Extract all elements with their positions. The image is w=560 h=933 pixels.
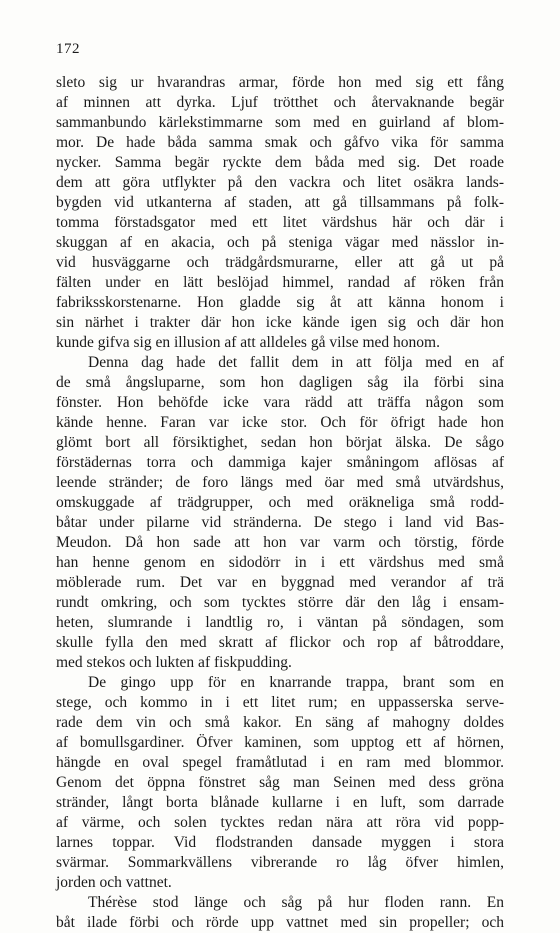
- text-line: mor. De hade båda samma smak och gåfvo vika för samma: [56, 134, 504, 151]
- text-line: de små ångsluparne, som hon dagligen såg ila förbi sina: [56, 374, 504, 391]
- text-line: stege, och kommo in i ett litet rum; en uppasserska serve-: [56, 694, 504, 711]
- text-line: vid husväggarne och trädgårdsmurarne, eller att gå ut på: [56, 254, 504, 271]
- text-line: tomma förstadsgator med ett litet värdshus här och där i: [56, 214, 504, 231]
- text-line: nycker. Samma begär ryckte dem båda med sig. Det roade: [56, 154, 504, 171]
- page-number: 172: [56, 41, 80, 57]
- paragraph: [56, 353, 504, 673]
- paragraph: [56, 73, 504, 353]
- text-line: kunde gifva sig en illusion af att alldeles gå vilse med honom.: [56, 334, 440, 351]
- text-line: heten, slumrande i landtlig ro, i väntan på söndagen, som: [56, 614, 504, 631]
- text-line: fabriksskorstenarne. Hon gladde sig åt att känna honom i: [56, 294, 504, 311]
- text-line: hängde en oval spegel framåtlutad i en ram med blommor.: [56, 754, 504, 771]
- text-line: omskuggade af trädgrupper, och med oräkneliga små rodd-: [56, 494, 504, 511]
- text-line: larnes toppar. Vid flodstranden dansade myggen i stora: [56, 834, 504, 851]
- text-line: af värme, och solen tycktes redan nära att röra vid popp-: [56, 814, 504, 831]
- text-line: sin närhet i trakter där hon icke kände igen sig och där hon: [56, 314, 504, 331]
- body-text: [56, 73, 504, 933]
- text-line: fälten under en lätt beslöjad himmel, randad af röken från: [56, 274, 504, 291]
- text-line: bygden vid utkanterna af staden, att gå tillsammans på folk-: [56, 194, 504, 211]
- text-line: med stekos och lukten af fiskpudding.: [56, 654, 292, 671]
- text-line: Meudon. Då hon sade att hon var varm och törstig, förde: [56, 534, 504, 551]
- text-line: jorden och vattnet.: [56, 874, 172, 891]
- text-line: stränder, långt borta blånade kullarne i en luft, som darrade: [56, 794, 504, 811]
- text-line: sammanbundo kärlekstimmarne som med en guirland af blom-: [56, 114, 504, 131]
- text-line: skulle fylla den med skratt af flickor och rop af båtroddare,: [56, 634, 504, 651]
- text-line: skuggan af en akacia, och på steniga vägar med nässlor in-: [56, 234, 504, 251]
- paragraph: [56, 673, 504, 893]
- text-line: möblerade rum. Det var en byggnad med verandor af trä: [56, 574, 504, 591]
- text-line: af bomullsgardiner. Öfver kaminen, som upptog ett af hörnen,: [56, 734, 504, 751]
- text-line: De gingo upp för en knarrande trappa, brant som en: [88, 674, 504, 691]
- text-line: fönster. Hon behöfde icke vara rädd att träffa någon som: [56, 394, 504, 411]
- text-line: rade dem vin och små kakor. En säng af mahogny doldes: [56, 714, 504, 731]
- text-line: Denna dag hade det fallit dem in att följa med en af: [88, 354, 504, 371]
- text-line: kände henne. Faran var icke stor. Och för öfrigt hade hon: [56, 414, 504, 431]
- text-line: leende stränder; de foro längs med öar med små utvärdshus,: [56, 474, 504, 491]
- paragraph: [56, 893, 504, 933]
- text-line: svärmar. Sommarkvällens vibrerande ro låg öfver himlen,: [56, 854, 504, 871]
- text-line: Thérèse stod länge och såg på hur floden rann. En: [88, 894, 504, 911]
- text-line: glömt bort all försiktighet, sedan hon börjat älska. De sågo: [56, 434, 504, 451]
- text-line: dem att göra utflykter på den vackra och litet osäkra lands-: [56, 174, 504, 191]
- text-line: förstädernas torra och dammiga kajer småningom aflösas af: [56, 454, 504, 471]
- text-line: Genom det öppna fönstret såg man Seinen med dess gröna: [56, 774, 504, 791]
- text-line: han henne genom en sidodörr in i ett värdshus med små: [56, 554, 504, 571]
- text-line: sleto sig ur hvarandras armar, förde hon med sig ett fång: [56, 74, 504, 91]
- text-line: rundt omkring, och som tycktes större där den låg i ensam-: [56, 594, 504, 611]
- text-line: båt ilade förbi och rörde upp vattnet med sin propeller; och: [56, 914, 504, 931]
- text-line: af minnen att dyrka. Ljuf trötthet och återvaknande begär: [56, 94, 504, 111]
- text-line: båtar under pilarne vid stränderna. De stego i land vid Bas-: [56, 514, 504, 531]
